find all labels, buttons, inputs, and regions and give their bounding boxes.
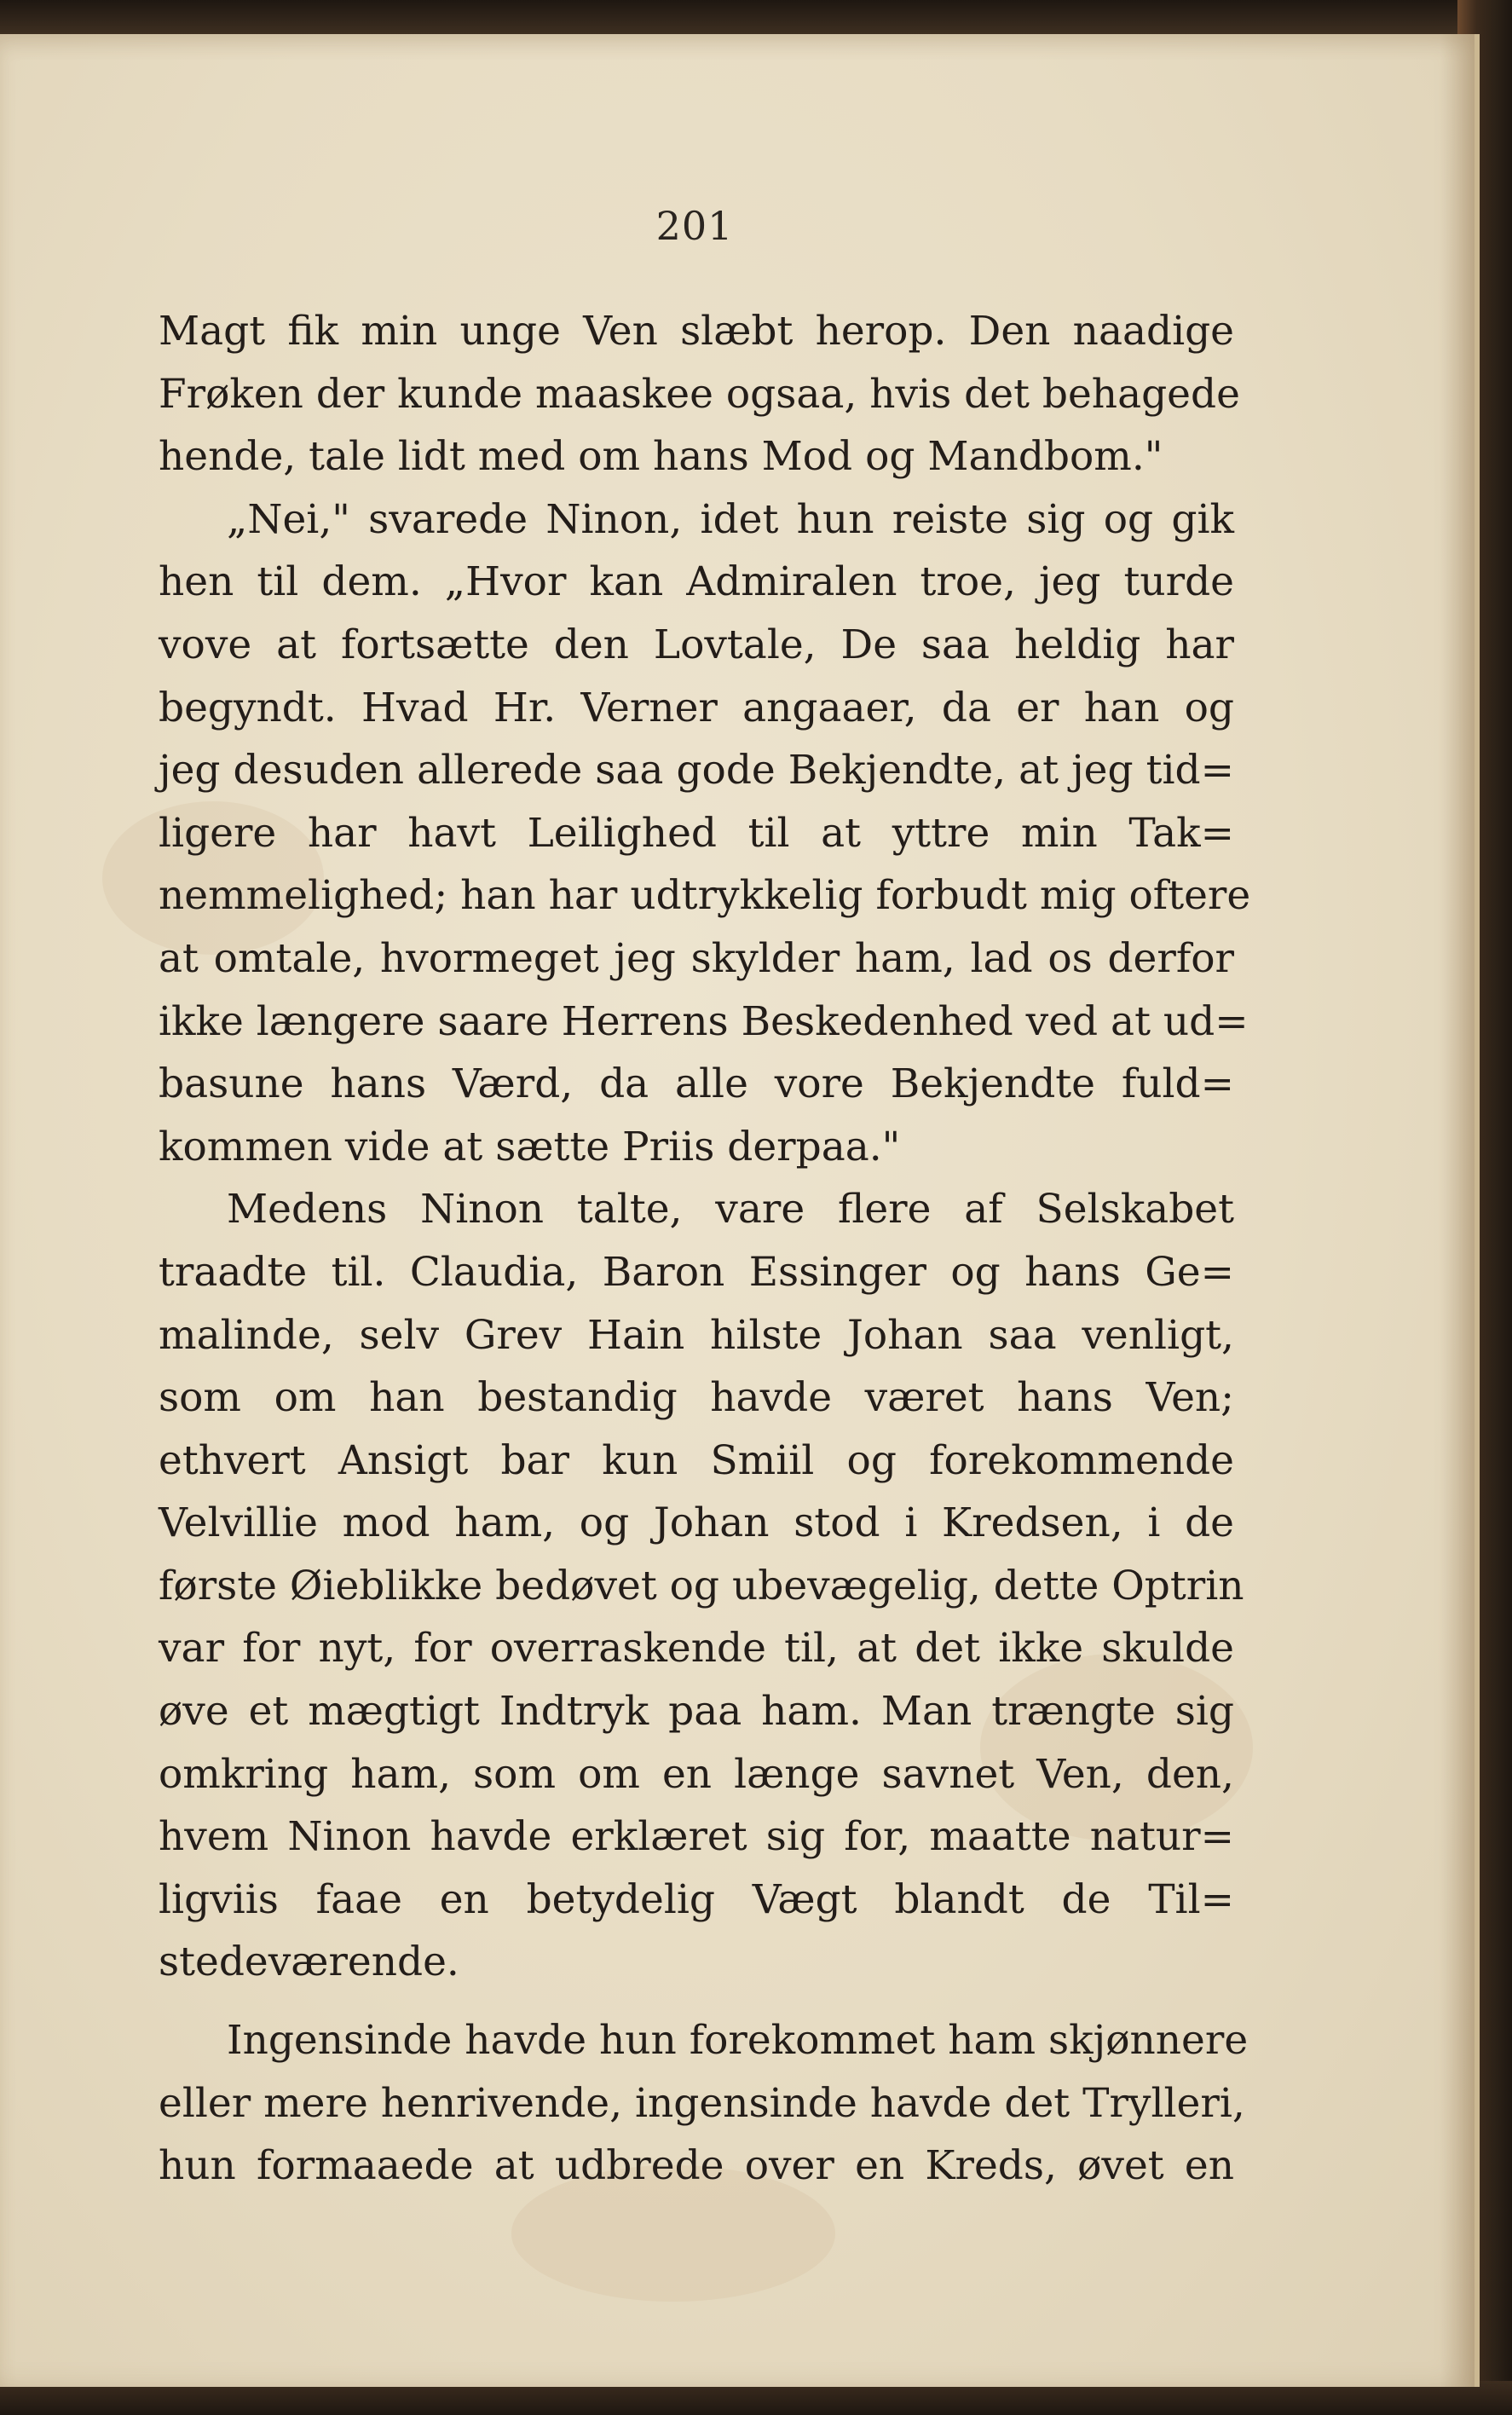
text-line: var for nyt, for overraskende til, at det ikke skulde — [159, 1625, 1234, 1673]
text-line: hende, tale lidt med om hans Mod og Mandbom." — [159, 433, 1163, 481]
text-line: hen til dem. „Hvor kan Admiralen troe, jeg turde — [159, 558, 1234, 606]
text-line: stedeværende. — [159, 1938, 459, 1986]
page-edge-shadow — [1440, 34, 1474, 2387]
text-line: eller mere henrivende, ingensinde havde det Trylleri, — [159, 2079, 1245, 2127]
text-line: første Øieblikke bedøvet og ubevægelig, dette Optrin — [159, 1562, 1244, 1609]
text-line: Frøken der kunde maaskee ogsaa, hvis det behagede — [159, 370, 1240, 418]
text-line: Medens Ninon talte, vare flere af Selskabet — [227, 1186, 1234, 1233]
text-line: ikke længere saare Herrens Beskedenhed ved at ud= — [159, 997, 1249, 1045]
body-text — [159, 300, 1251, 2198]
text-line: malinde, selv Grev Hain hilste Johan saa venligt, — [159, 1311, 1234, 1359]
text-line: Ingensinde havde hun forekommet ham skjønnere — [227, 2017, 1249, 2065]
text-line: nemmelighed; han har udtrykkelig forbudt mig oftere — [159, 872, 1251, 920]
text-line: jeg desuden allerede saa gode Bekjendte, at jeg tid= — [159, 747, 1234, 794]
text-line: øve et mægtigt Indtryk paa ham. Man trængte sig — [159, 1688, 1234, 1736]
page-number: 201 — [655, 203, 734, 249]
text-line: at omtale, hvormeget jeg skylder ham, lad os derfor — [159, 934, 1234, 982]
text-line: ligviis faae en betydelig Vægt blandt de Til= — [159, 1875, 1234, 1923]
text-line: begyndt. Hvad Hr. Verner angaaer, da er han og — [159, 684, 1234, 731]
text-line: ligere har havt Leilighed til at yttre min Tak= — [159, 809, 1234, 857]
text-line: traadte til. Claudia, Baron Essinger og hans Ge= — [159, 1248, 1234, 1296]
text-line: ethvert Ansigt bar kun Smiil og forekommende — [159, 1436, 1234, 1484]
text-line: som om han bestandig havde været hans Ven; — [159, 1374, 1234, 1422]
text-line: basune hans Værd, da alle vore Bekjendte fuld= — [159, 1060, 1234, 1108]
text-line: kommen vide at sætte Priis derpaa." — [159, 1123, 901, 1170]
text-line: Magt fik min unge Ven slæbt herop. Den naadige — [159, 308, 1234, 355]
text-line: „Nei," svarede Ninon, idet hun reiste sig og gik — [227, 495, 1234, 543]
text-line: vove at fortsætte den Lovtale, De saa heldig har — [159, 621, 1234, 668]
text-line: hun formaaede at udbrede over en Kreds, øvet en — [159, 2142, 1234, 2190]
text-line: hvem Ninon havde erklæret sig for, maatte natur= — [159, 1813, 1234, 1861]
text-line: Velvillie mod ham, og Johan stod i Kredsen, i de — [159, 1499, 1234, 1547]
text-line: omkring ham, som om en længe savnet Ven, den, — [159, 1750, 1234, 1798]
